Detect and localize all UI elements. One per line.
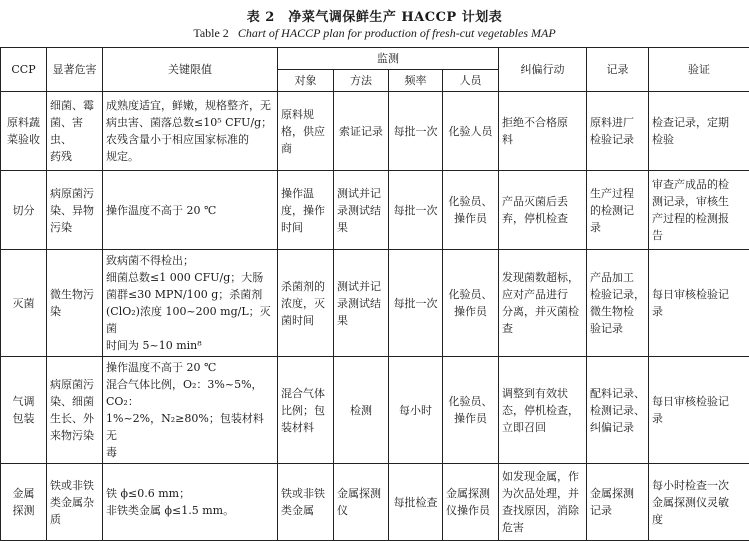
cell-method: 测试并记 录测试结 果 xyxy=(334,171,389,250)
cell-hazard: 细菌、霉 菌、害虫、 药残 xyxy=(47,92,103,171)
cell-object: 原料规 格，供应 商 xyxy=(278,92,334,171)
cell-method: 索证记录 xyxy=(334,92,389,171)
header-corrective-action: 纠偏行动 xyxy=(499,48,587,92)
cell-ccp: 灭菌 xyxy=(1,250,47,357)
header-frequency: 频率 xyxy=(389,70,443,92)
header-monitor: 监测 xyxy=(278,48,499,70)
cell-verification: 审查产成品的检 测记录，审核生 产过程的检测报 告 xyxy=(649,171,749,250)
cell-hazard: 病原菌污 染、异物 污染 xyxy=(47,171,103,250)
cell-record: 配料记录、 检测记录、 纠偏记录 xyxy=(587,357,649,464)
cell-record: 金属探测 记录 xyxy=(587,464,649,541)
cell-method: 金属探测 仪 xyxy=(334,464,389,541)
cell-object: 杀菌剂的 浓度，灭 菌时间 xyxy=(278,250,334,357)
cell-corrective-action: 产品灭菌后丢 弃，停机检查 xyxy=(499,171,587,250)
table-row xyxy=(1,250,749,357)
cell-verification: 每日审核检验记 录 xyxy=(649,250,749,357)
cell-corrective-action: 调整到有效状 态，停机检查， 立即召回 xyxy=(499,357,587,464)
cell-object: 操作温 度，操作 时间 xyxy=(278,171,334,250)
cell-person: 金属探测 仪操作员 xyxy=(443,464,499,541)
table-caption-en-label: Table 2 xyxy=(193,26,228,40)
header-object: 对象 xyxy=(278,70,334,92)
cell-hazard: 铁或非铁 类金属杂 质 xyxy=(47,464,103,541)
table-row xyxy=(1,464,749,541)
cell-person: 化验员、 操作员 xyxy=(443,250,499,357)
cell-corrective-action: 拒绝不合格原 料 xyxy=(499,92,587,171)
cell-corrective-action: 发现菌数超标， 应对产品进行 分离，并灭菌检 查 xyxy=(499,250,587,357)
cell-record: 生产过程 的检测记 录 xyxy=(587,171,649,250)
header-ccp: CCP xyxy=(1,48,47,92)
cell-ccp: 原料蔬 菜验收 xyxy=(1,92,47,171)
cell-record: 原料进厂 检验记录 xyxy=(587,92,649,171)
cell-critical-limit: 致病菌不得检出； 细菌总数≤1 000 CFU/g；大肠 菌群≤30 MPN/100 g；杀菌剂 (ClO₂)浓度 100~200 mg/L；灭菌 时间为 5~10 min⁸ xyxy=(103,250,278,357)
cell-person: 化验人员 xyxy=(443,92,499,171)
cell-method: 测试并记 录测试结 果 xyxy=(334,250,389,357)
cell-critical-limit: 成熟度适宜，鲜嫩，规格整齐，无 病虫害、菌落总数≤10⁵ CFU/g； 农残含量小于相应国家标准的 规定。 xyxy=(103,92,278,171)
header-critical-limit: 关键限值 xyxy=(103,48,278,92)
table-row xyxy=(1,171,749,250)
cell-hazard: 微生物污 染 xyxy=(47,250,103,357)
cell-frequency: 每批一次 xyxy=(389,92,443,171)
cell-frequency: 每批一次 xyxy=(389,250,443,357)
cell-verification: 每小时检查一次 金属探测仪灵敏 度 xyxy=(649,464,749,541)
cell-frequency: 每批检查 xyxy=(389,464,443,541)
cell-critical-limit: 铁 ϕ≤0.6 mm； 非铁类金属 ϕ≤1.5 mm。 xyxy=(103,464,278,541)
cell-critical-limit: 操作温度不高于 20 ℃ 混合气体比例，O₂：3%~5%，CO₂： 1%~2%，N₂≥80%；包装材料无 毒 xyxy=(103,357,278,464)
cell-person: 化验员、 操作员 xyxy=(443,357,499,464)
table-caption-cn: 表 2 净菜气调保鲜生产 HACCP 计划表 xyxy=(0,6,749,25)
cell-ccp: 气调 包装 xyxy=(1,357,47,464)
cell-record: 产品加工 检验记录， 微生物检 验记录 xyxy=(587,250,649,357)
header-hazard: 显著危害 xyxy=(47,48,103,92)
cell-verification: 检查记录，定期 检验 xyxy=(649,92,749,171)
header-record: 记录 xyxy=(587,48,649,92)
haccp-table xyxy=(0,47,749,541)
cell-critical-limit: 操作温度不高于 20 ℃ xyxy=(103,171,278,250)
cell-frequency: 每小时 xyxy=(389,357,443,464)
table-row xyxy=(1,357,749,464)
header-method: 方法 xyxy=(334,70,389,92)
cell-verification: 每日审核检验记 录 xyxy=(649,357,749,464)
cell-method: 检测 xyxy=(334,357,389,464)
cell-person: 化验员、 操作员 xyxy=(443,171,499,250)
cell-ccp: 金属 探测 xyxy=(1,464,47,541)
cell-ccp: 切分 xyxy=(1,171,47,250)
cell-object: 铁或非铁 类金属 xyxy=(278,464,334,541)
table-row xyxy=(1,92,749,171)
cell-frequency: 每批一次 xyxy=(389,171,443,250)
header-person: 人员 xyxy=(443,70,499,92)
cell-object: 混合气体 比例；包 装材料 xyxy=(278,357,334,464)
table-caption-en-text: Chart of HACCP plan for production of fresh-cut vegetables MAP xyxy=(238,26,556,40)
cell-hazard: 病原菌污 染、细菌 生长、外 来物污染 xyxy=(47,357,103,464)
header-verification: 验证 xyxy=(649,48,749,92)
table-caption-en xyxy=(0,26,749,41)
cell-corrective-action: 如发现金属，作 为次品处理，并 查找原因，消除 危害 xyxy=(499,464,587,541)
